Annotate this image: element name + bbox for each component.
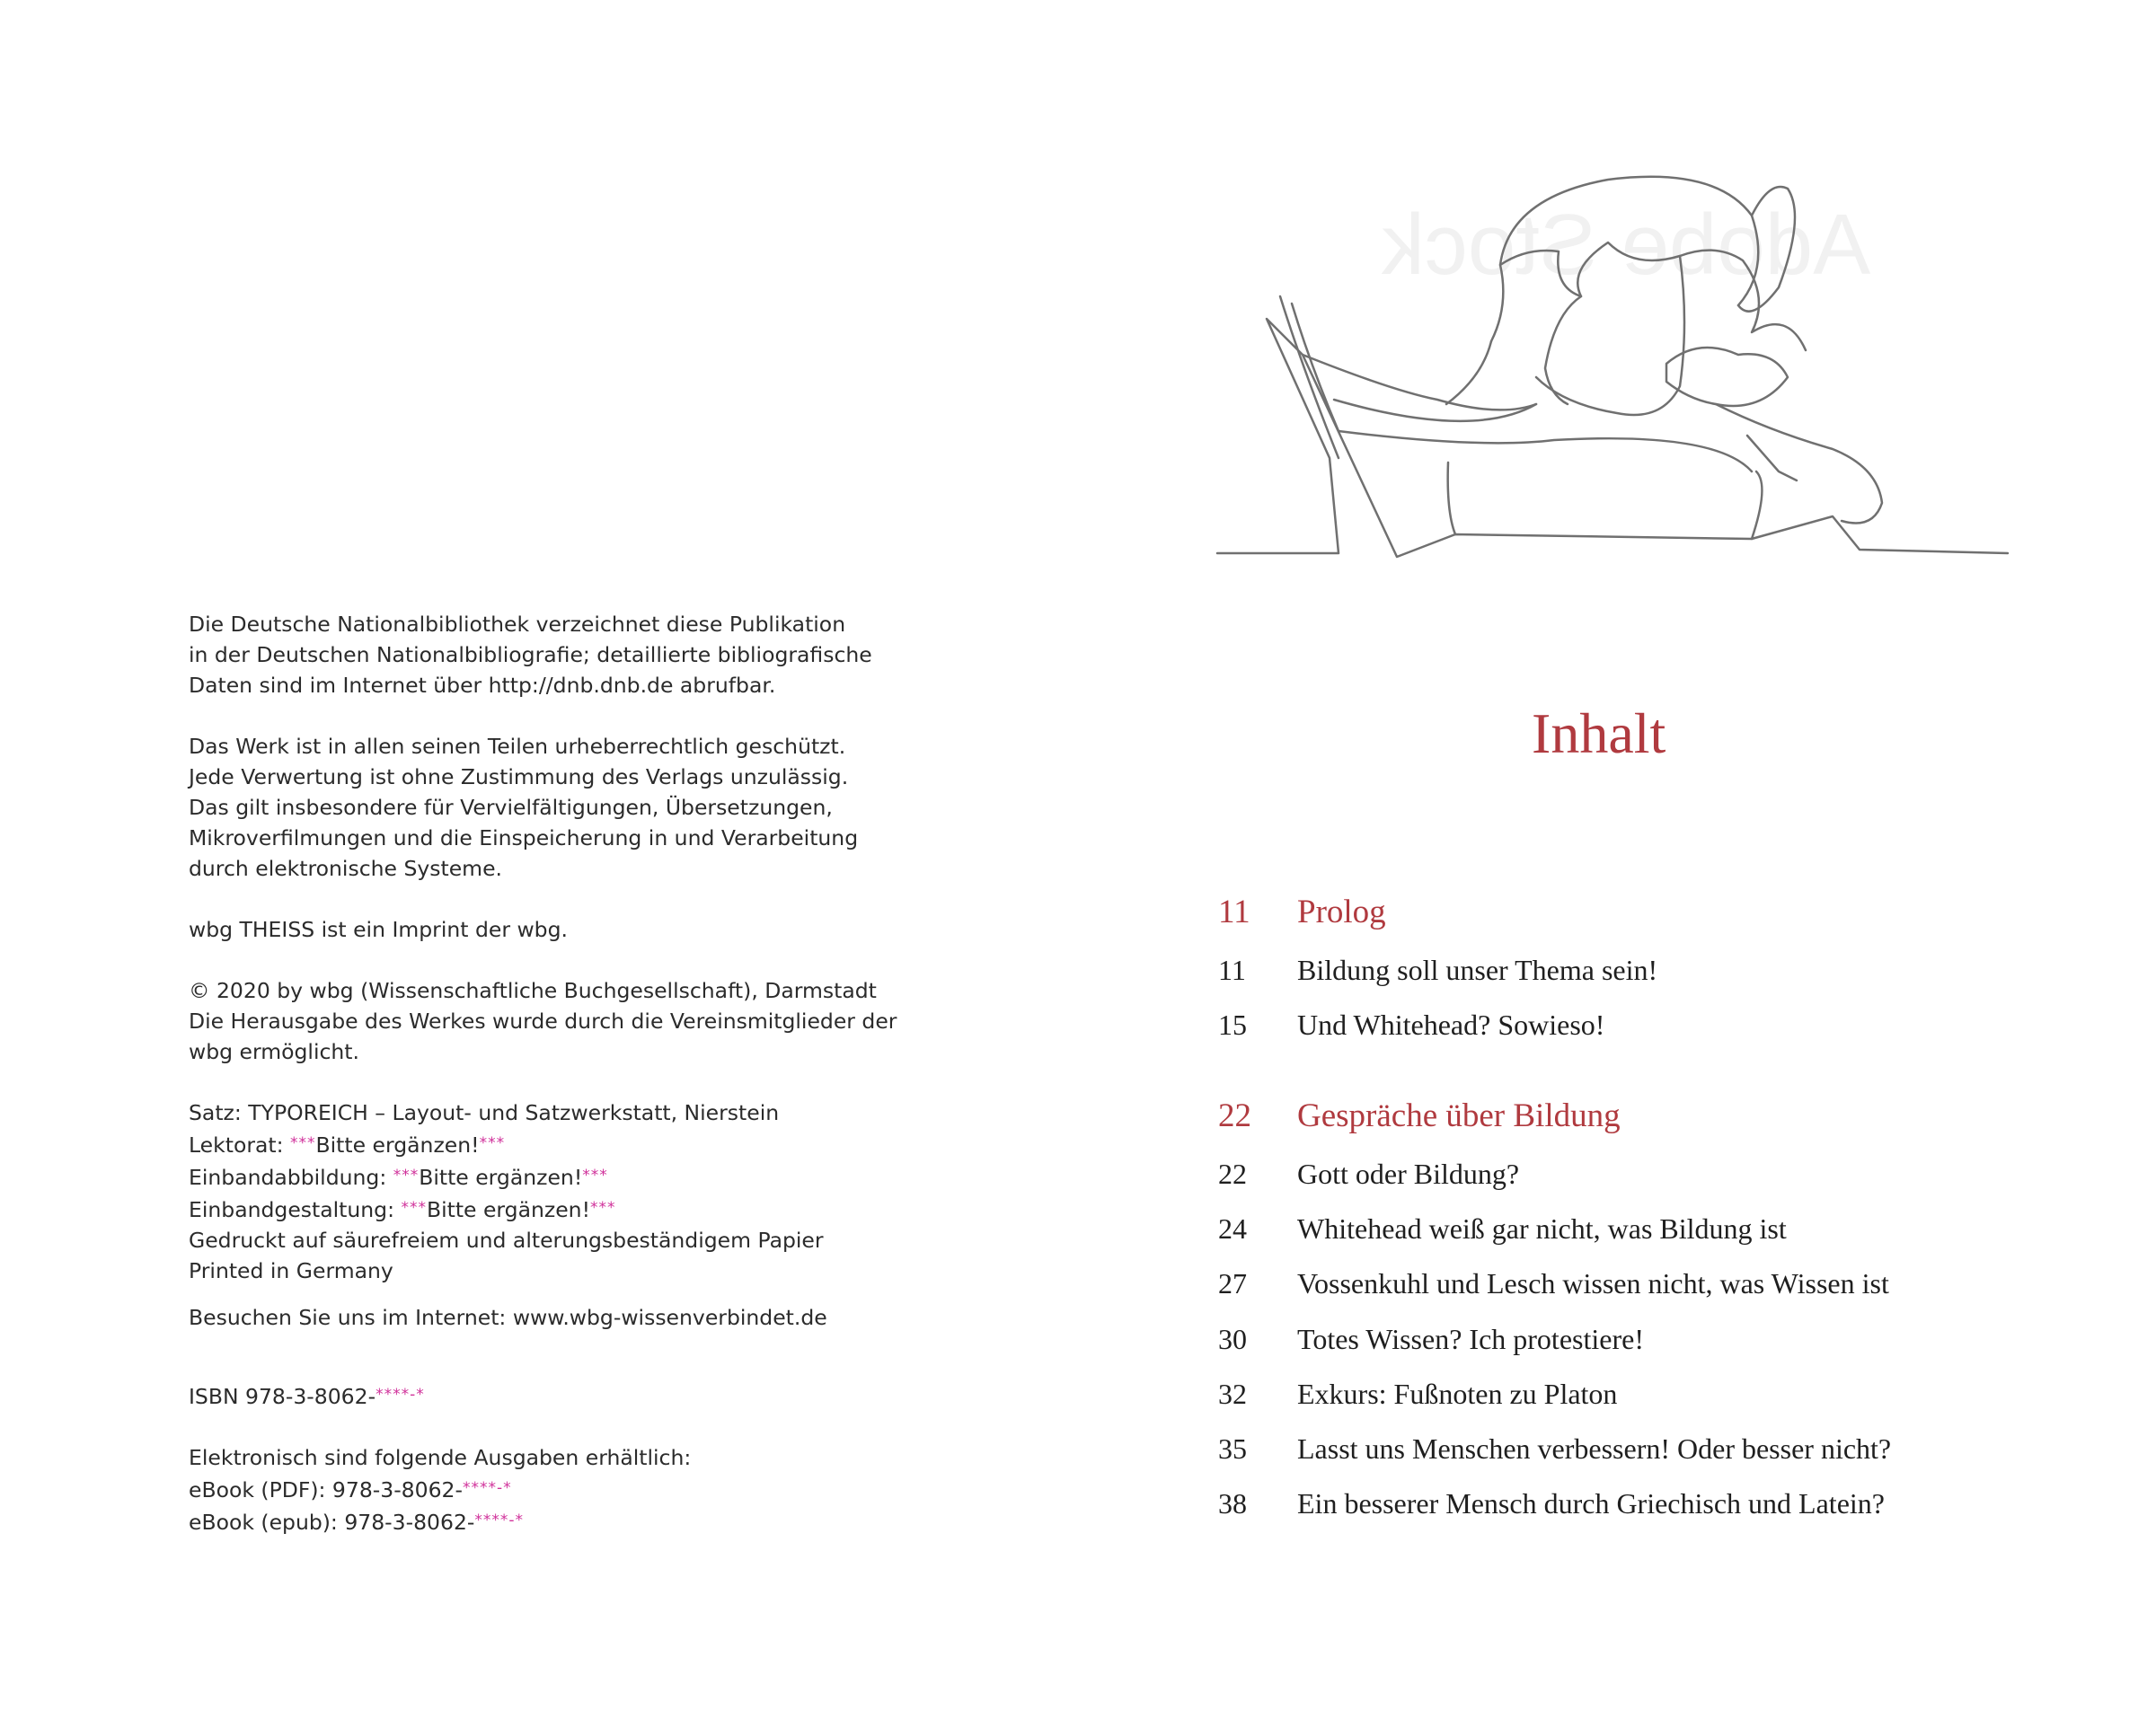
imprint-line: Daten sind im Internet über http://dnb.dnb.de abrufbar. [189, 673, 776, 698]
toc-entry-title: Exkurs: Fußnoten zu Platon [1297, 1378, 1618, 1410]
toc-entry-title: Und Whitehead? Sowieso! [1297, 1009, 1605, 1041]
toc-page-number: 38 [1218, 1487, 1247, 1520]
toc-page-number: 27 [1218, 1267, 1247, 1300]
placeholder-mark: *** [590, 1199, 616, 1217]
watermark-text: Adobe Stock [1381, 197, 1871, 293]
toc-entry-title: Ein besserer Mensch durch Griechisch und Latein? [1297, 1487, 1885, 1520]
toc-entry [1218, 893, 2116, 934]
toc-entry-title: Whitehead weiß gar nicht, was Bildung ist [1297, 1212, 1787, 1245]
imprint-spacer [189, 1067, 961, 1097]
imprint-line: Jede Verwertung ist ohne Zustimmung des Verlags unzulässig. [189, 764, 849, 789]
imprint-line: in der Deutschen Nationalbibliografie; detaillierte bibliografische [189, 642, 872, 667]
imprint-spacer [189, 884, 961, 914]
isbn-prefix: ISBN 978-3-8062- [189, 1384, 376, 1409]
toc-entry [1218, 1378, 2116, 1419]
toc-page-number: 22 [1218, 1097, 1251, 1134]
imprint-line: Die Herausgabe des Werkes wurde durch die Vereinsmitglieder der [189, 1009, 897, 1034]
toc-entry [1218, 1158, 2116, 1199]
toc-entry-title: Gespräche über Bildung [1297, 1097, 1621, 1134]
toc-page-number: 15 [1218, 1009, 1247, 1041]
ebook-pdf-mark: ****-* [462, 1479, 512, 1497]
placeholder-mark: *** [582, 1167, 608, 1185]
toc-page-number: 35 [1218, 1432, 1247, 1465]
ebook-epub-prefix: eBook (epub): 978-3-8062- [189, 1510, 475, 1535]
isbn-line [189, 1379, 961, 1412]
right-page [1078, 0, 2156, 1727]
toc-page-number: 24 [1218, 1212, 1247, 1245]
ebook-epub-mark: ****-* [474, 1511, 525, 1529]
toc-page-number: 11 [1218, 894, 1250, 930]
ebook-intro-line: Elektronisch sind folgende Ausgaben erhältlich: [189, 1445, 692, 1470]
toc-entry [1218, 1487, 2116, 1529]
toc-entry-title: Totes Wissen? Ich protestiere! [1297, 1323, 1644, 1355]
person-reading-line-drawing-icon [1213, 162, 2156, 575]
imprint-line: Die Deutsche Nationalbibliothek verzeichnet diese Publikation [189, 612, 846, 637]
toc-entry [1218, 1323, 2116, 1364]
imprint-line: Das gilt insbesondere für Vervielfältigungen, Übersetzungen, [189, 795, 833, 820]
toc-entry [1218, 1097, 2116, 1138]
placeholder-mark: *** [401, 1199, 427, 1217]
imprint-line: Mikroverfilmungen und die Einspeicherung in und Verarbeitung [189, 825, 859, 850]
toc-entry [1218, 954, 2116, 995]
imprint-line: wbg THEISS ist ein Imprint der wbg. [189, 917, 568, 942]
lektorat-label: Lektorat: [189, 1132, 291, 1158]
toc-entry-title: Bildung soll unser Thema sein! [1297, 954, 1658, 986]
imprint-line: © 2020 by wbg (Wissenschaftliche Buchgesellschaft), Darmstadt [189, 978, 877, 1003]
einbandabbildung-line [189, 1160, 961, 1193]
website-line: Besuchen Sie uns im Internet: www.wbg-wissenverbindet.de [189, 1305, 827, 1330]
toc-entry [1218, 1432, 2116, 1474]
toc-title: Inhalt [1532, 701, 1666, 765]
toc-entry [1218, 1267, 2116, 1308]
toc-entry-title: Prolog [1297, 894, 1386, 930]
toc-page-number: 32 [1218, 1378, 1247, 1410]
placeholder-text: Bitte ergänzen! [426, 1197, 591, 1222]
imprint-block [189, 609, 961, 1538]
toc-page-number: 30 [1218, 1323, 1247, 1355]
imprint-line: wbg ermöglicht. [189, 1039, 359, 1064]
einbandabbildung-label: Einbandabbildung: [189, 1165, 393, 1190]
toc-entry-title: Lasst uns Menschen verbessern! Oder besser nicht? [1297, 1432, 1892, 1465]
placeholder-mark: *** [393, 1167, 420, 1185]
toc-page-number: 22 [1218, 1158, 1247, 1190]
imprint-spacer [189, 945, 961, 975]
ebook-pdf-line [189, 1473, 961, 1505]
ebook-epub-line [189, 1505, 961, 1538]
lektorat-line [189, 1128, 961, 1160]
toc-page-number: 11 [1218, 954, 1246, 986]
ebook-pdf-prefix: eBook (PDF): 978-3-8062- [189, 1477, 463, 1502]
einbandgestaltung-label: Einbandgestaltung: [189, 1197, 402, 1222]
printed-in-line: Printed in Germany [189, 1258, 393, 1283]
imprint-line: Das Werk ist in allen seinen Teilen urheberrechtlich geschützt. [189, 734, 846, 759]
imprint-spacer [189, 700, 961, 731]
placeholder-mark: *** [479, 1134, 506, 1152]
druck-line: Gedruckt auf säurefreiem und alterungsbeständigem Papier [189, 1228, 824, 1253]
placeholder-mark: *** [290, 1134, 316, 1152]
einbandgestaltung-line [189, 1193, 961, 1225]
imprint-line: durch elektronische Systeme. [189, 856, 503, 881]
imprint-line: Satz: TYPOREICH – Layout- und Satzwerkstatt, Nierstein [189, 1100, 780, 1125]
toc-entry-title: Vossenkuhl und Lesch wissen nicht, was Wissen ist [1297, 1267, 1889, 1300]
placeholder-text: Bitte ergänzen! [419, 1165, 583, 1190]
toc-entry-title: Gott oder Bildung? [1297, 1158, 1520, 1190]
isbn-mark: ****-* [376, 1386, 425, 1404]
toc-entry [1218, 1212, 2116, 1254]
placeholder-text: Bitte ergänzen! [315, 1132, 480, 1158]
toc-entry [1218, 1009, 2116, 1050]
